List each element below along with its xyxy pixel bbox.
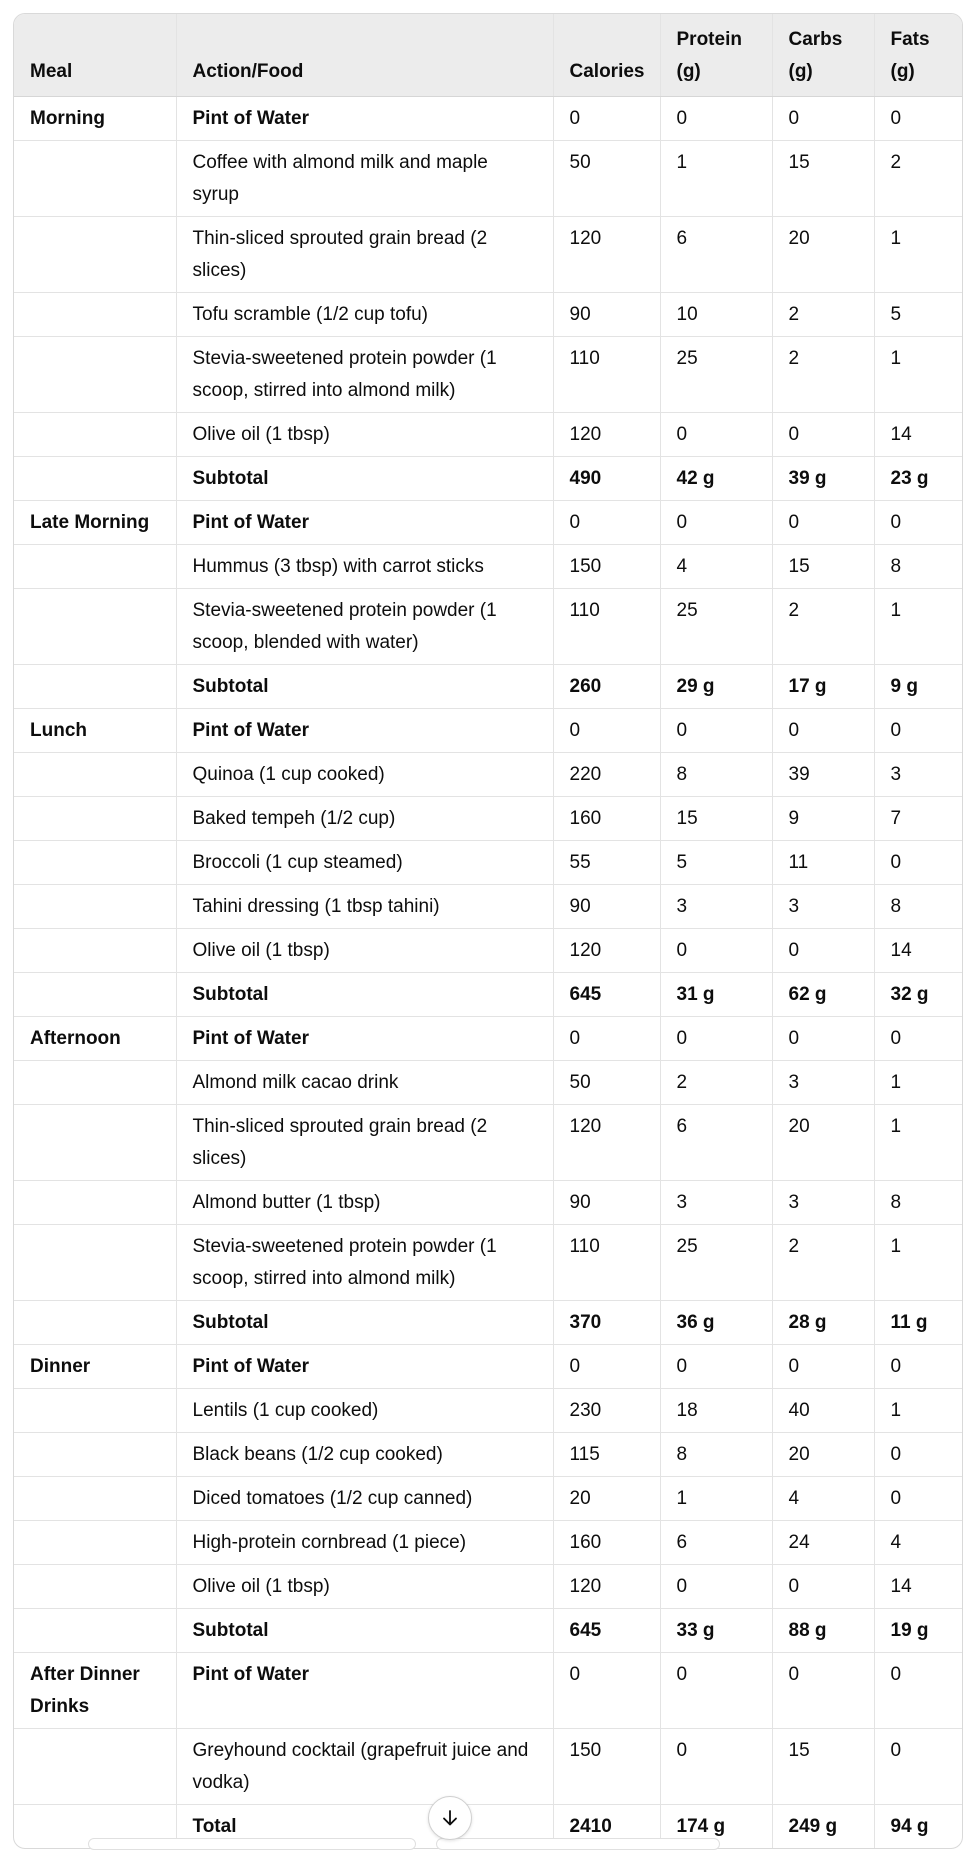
- cell-calories: 0: [553, 1653, 660, 1729]
- cell-fats: 19 g: [874, 1609, 962, 1653]
- cell-food: Subtotal: [176, 665, 553, 709]
- cell-protein: 0: [660, 501, 772, 545]
- cell-meal: [14, 665, 176, 709]
- cell-fats: 14: [874, 929, 962, 973]
- cell-protein: 33 g: [660, 1609, 772, 1653]
- cell-protein: 18: [660, 1389, 772, 1433]
- cell-meal: [14, 141, 176, 217]
- cell-carbs: 0: [772, 1017, 874, 1061]
- cell-carbs: 40: [772, 1389, 874, 1433]
- cell-fats: 0: [874, 1345, 962, 1389]
- cell-meal: [14, 413, 176, 457]
- cell-protein: 5: [660, 841, 772, 885]
- cell-carbs: 0: [772, 1345, 874, 1389]
- cell-fats: 23 g: [874, 457, 962, 501]
- table-row: [14, 1061, 962, 1105]
- cell-carbs: 15: [772, 141, 874, 217]
- cell-calories: 160: [553, 797, 660, 841]
- cell-meal: [14, 457, 176, 501]
- cell-calories: 370: [553, 1301, 660, 1345]
- cell-fats: 0: [874, 501, 962, 545]
- cell-fats: 0: [874, 1017, 962, 1061]
- cell-meal: Dinner: [14, 1345, 176, 1389]
- table-row: [14, 929, 962, 973]
- cell-meal: [14, 1729, 176, 1805]
- cell-protein: 29 g: [660, 665, 772, 709]
- cell-calories: 2410: [553, 1805, 660, 1849]
- table-row: [14, 1653, 962, 1729]
- cell-carbs: 3: [772, 1181, 874, 1225]
- cell-protein: 6: [660, 1105, 772, 1181]
- cell-meal: [14, 841, 176, 885]
- cell-calories: 230: [553, 1389, 660, 1433]
- cell-meal: [14, 1521, 176, 1565]
- subtotal-row: [14, 457, 962, 501]
- cell-carbs: 0: [772, 97, 874, 141]
- cell-meal: [14, 1301, 176, 1345]
- cell-protein: 25: [660, 1225, 772, 1301]
- cell-calories: 0: [553, 1345, 660, 1389]
- table-row: [14, 141, 962, 217]
- cell-carbs: 11: [772, 841, 874, 885]
- cell-calories: 55: [553, 841, 660, 885]
- cell-meal: [14, 1565, 176, 1609]
- cell-protein: 0: [660, 97, 772, 141]
- cell-calories: 50: [553, 1061, 660, 1105]
- cell-carbs: 0: [772, 501, 874, 545]
- cell-meal: [14, 1609, 176, 1653]
- cell-meal: [14, 545, 176, 589]
- cell-food: Broccoli (1 cup steamed): [176, 841, 553, 885]
- cell-calories: 120: [553, 217, 660, 293]
- cell-fats: 1: [874, 1225, 962, 1301]
- cell-calories: 110: [553, 337, 660, 413]
- cell-calories: 120: [553, 929, 660, 973]
- cell-food: Subtotal: [176, 1301, 553, 1345]
- cell-meal: [14, 929, 176, 973]
- cell-food: Greyhound cocktail (grapefruit juice and vodka): [176, 1729, 553, 1805]
- cell-protein: 0: [660, 1729, 772, 1805]
- cell-calories: 0: [553, 97, 660, 141]
- cell-food: Olive oil (1 tbsp): [176, 929, 553, 973]
- cell-fats: 0: [874, 1433, 962, 1477]
- cell-protein: 3: [660, 1181, 772, 1225]
- cell-meal: [14, 1181, 176, 1225]
- cell-fats: 8: [874, 545, 962, 589]
- cell-food: Stevia-sweetened protein powder (1 scoop, stirred into almond milk): [176, 337, 553, 413]
- cell-protein: 4: [660, 545, 772, 589]
- cell-protein: 6: [660, 217, 772, 293]
- cell-fats: 4: [874, 1521, 962, 1565]
- cell-calories: 645: [553, 973, 660, 1017]
- cell-calories: 20: [553, 1477, 660, 1521]
- header-fats: Fats (g): [874, 14, 962, 97]
- table-body: [14, 97, 962, 1849]
- table-row: [14, 337, 962, 413]
- cell-food: Pint of Water: [176, 1345, 553, 1389]
- cell-calories: 220: [553, 753, 660, 797]
- cell-protein: 6: [660, 1521, 772, 1565]
- cell-fats: 7: [874, 797, 962, 841]
- cell-food: Pint of Water: [176, 1653, 553, 1729]
- cell-carbs: 39 g: [772, 457, 874, 501]
- cell-meal: [14, 1105, 176, 1181]
- table-row: [14, 293, 962, 337]
- header-meal: Meal: [14, 14, 176, 97]
- cell-carbs: 9: [772, 797, 874, 841]
- table-row: [14, 1345, 962, 1389]
- cell-calories: 0: [553, 501, 660, 545]
- cell-carbs: 20: [772, 1433, 874, 1477]
- cell-calories: 150: [553, 545, 660, 589]
- cell-fats: 1: [874, 1105, 962, 1181]
- cell-food: Pint of Water: [176, 709, 553, 753]
- cell-fats: 0: [874, 841, 962, 885]
- cell-food: Black beans (1/2 cup cooked): [176, 1433, 553, 1477]
- table-row: [14, 1477, 962, 1521]
- cell-food: Thin-sliced sprouted grain bread (2 slices): [176, 217, 553, 293]
- cell-protein: 0: [660, 1017, 772, 1061]
- cell-protein: 31 g: [660, 973, 772, 1017]
- cell-carbs: 20: [772, 217, 874, 293]
- cell-carbs: 2: [772, 589, 874, 665]
- cell-food: Coffee with almond milk and maple syrup: [176, 141, 553, 217]
- cell-calories: 90: [553, 885, 660, 929]
- cell-food: Stevia-sweetened protein powder (1 scoop, stirred into almond milk): [176, 1225, 553, 1301]
- cell-calories: 115: [553, 1433, 660, 1477]
- cell-meal: [14, 293, 176, 337]
- cell-fats: 1: [874, 337, 962, 413]
- cell-meal: Lunch: [14, 709, 176, 753]
- cell-protein: 0: [660, 413, 772, 457]
- cell-fats: 1: [874, 217, 962, 293]
- table-row: [14, 1017, 962, 1061]
- cell-carbs: 0: [772, 413, 874, 457]
- cell-fats: 5: [874, 293, 962, 337]
- cell-meal: [14, 337, 176, 413]
- cell-meal: [14, 1225, 176, 1301]
- table-row: [14, 545, 962, 589]
- cell-meal: [14, 589, 176, 665]
- arrow-down-icon: [440, 1808, 460, 1828]
- cell-food: Hummus (3 tbsp) with carrot sticks: [176, 545, 553, 589]
- suggestion-chip[interactable]: [436, 1838, 720, 1850]
- table-row: [14, 413, 962, 457]
- cell-protein: 42 g: [660, 457, 772, 501]
- cell-meal: Morning: [14, 97, 176, 141]
- nutrition-table: [14, 14, 962, 1848]
- cell-fats: 0: [874, 1477, 962, 1521]
- scroll-down-button[interactable]: [428, 1796, 472, 1840]
- cell-protein: 2: [660, 1061, 772, 1105]
- nutrition-table-container: [13, 13, 963, 1849]
- cell-meal: [14, 217, 176, 293]
- cell-food: Tofu scramble (1/2 cup tofu): [176, 293, 553, 337]
- table-row: [14, 217, 962, 293]
- cell-carbs: 15: [772, 545, 874, 589]
- cell-calories: 110: [553, 589, 660, 665]
- cell-protein: 1: [660, 141, 772, 217]
- cell-meal: After Dinner Drinks: [14, 1653, 176, 1729]
- cell-carbs: 39: [772, 753, 874, 797]
- cell-protein: 8: [660, 753, 772, 797]
- table-row: [14, 1105, 962, 1181]
- suggestion-chip[interactable]: [88, 1838, 416, 1850]
- header-protein: Protein (g): [660, 14, 772, 97]
- cell-meal: [14, 1389, 176, 1433]
- cell-fats: 94 g: [890, 1816, 929, 1837]
- cell-meal: Afternoon: [14, 1017, 176, 1061]
- cell-calories: 0: [553, 1017, 660, 1061]
- cell-carbs: 2: [772, 337, 874, 413]
- cell-meal: [14, 885, 176, 929]
- cell-protein: 0: [660, 1565, 772, 1609]
- cell-calories: 120: [553, 1105, 660, 1181]
- cell-food: Lentils (1 cup cooked): [176, 1389, 553, 1433]
- cell-carbs: 4: [772, 1477, 874, 1521]
- table-row: [14, 501, 962, 545]
- cell-fats: 1: [874, 1389, 962, 1433]
- cell-carbs: 3: [772, 885, 874, 929]
- subtotal-row: [14, 1609, 962, 1653]
- cell-protein: 15: [660, 797, 772, 841]
- cell-food: Pint of Water: [176, 1017, 553, 1061]
- cell-fats: 14: [874, 1565, 962, 1609]
- cell-protein: 174 g: [660, 1805, 772, 1849]
- cell-fats: 2: [874, 141, 962, 217]
- cell-food: Baked tempeh (1/2 cup): [176, 797, 553, 841]
- cell-calories: 120: [553, 1565, 660, 1609]
- table-row: [14, 709, 962, 753]
- cell-food: High-protein cornbread (1 piece): [176, 1521, 553, 1565]
- cell-fats: 1: [874, 589, 962, 665]
- cell-carbs: 62 g: [772, 973, 874, 1017]
- cell-food: Thin-sliced sprouted grain bread (2 slices): [176, 1105, 553, 1181]
- cell-fats: 1: [874, 1061, 962, 1105]
- table-row: [14, 1389, 962, 1433]
- cell-fats: 14: [874, 413, 962, 457]
- cell-calories: 490: [553, 457, 660, 501]
- table-row: [14, 1433, 962, 1477]
- cell-meal: [14, 1477, 176, 1521]
- table-row: [14, 1521, 962, 1565]
- cell-food: Stevia-sweetened protein powder (1 scoop, blended with water): [176, 589, 553, 665]
- cell-food: Total: [176, 1805, 553, 1849]
- table-row: [14, 1181, 962, 1225]
- table-row: [14, 1729, 962, 1805]
- cell-protein: 0: [660, 1653, 772, 1729]
- cell-protein: 0: [660, 1345, 772, 1389]
- cell-protein: 3: [660, 885, 772, 929]
- cell-calories: 160: [553, 1521, 660, 1565]
- cell-carbs: 88 g: [772, 1609, 874, 1653]
- cell-carbs: 0: [772, 929, 874, 973]
- cell-calories: 110: [553, 1225, 660, 1301]
- cell-calories: 90: [553, 1181, 660, 1225]
- cell-calories: 120: [553, 413, 660, 457]
- cell-fats: 8: [874, 885, 962, 929]
- cell-fats: 11 g: [874, 1301, 962, 1345]
- cell-food: Pint of Water: [176, 97, 553, 141]
- table-row: [14, 589, 962, 665]
- cell-meal: [14, 973, 176, 1017]
- cell-fats: 8: [874, 1181, 962, 1225]
- cell-protein: 10: [660, 293, 772, 337]
- header-food: Action/Food: [176, 14, 553, 97]
- table-row: [14, 797, 962, 841]
- subtotal-row: [14, 973, 962, 1017]
- cell-carbs: 24: [772, 1521, 874, 1565]
- cell-calories: 50: [553, 141, 660, 217]
- cell-food: Almond milk cacao drink: [176, 1061, 553, 1105]
- cell-food: Subtotal: [176, 1609, 553, 1653]
- cell-calories: 260: [553, 665, 660, 709]
- cell-food: Diced tomatoes (1/2 cup canned): [176, 1477, 553, 1521]
- cell-carbs: 20: [772, 1105, 874, 1181]
- cell-carbs: 0: [772, 1565, 874, 1609]
- cell-protein: 25: [660, 589, 772, 665]
- cell-protein: 0: [660, 709, 772, 753]
- table-row: [14, 97, 962, 141]
- cell-food: Subtotal: [176, 457, 553, 501]
- cell-food: Tahini dressing (1 tbsp tahini): [176, 885, 553, 929]
- cell-protein: 8: [660, 1433, 772, 1477]
- table-row: [14, 841, 962, 885]
- table-header-row: [14, 14, 962, 97]
- cell-protein: 36 g: [660, 1301, 772, 1345]
- cell-meal: [14, 797, 176, 841]
- cell-carbs: 249 g: [772, 1805, 874, 1849]
- header-calories: Calories: [553, 14, 660, 97]
- subtotal-row: [14, 1301, 962, 1345]
- cell-meal: Late Morning: [14, 501, 176, 545]
- cell-protein: 25: [660, 337, 772, 413]
- cell-food: Pint of Water: [176, 501, 553, 545]
- cell-fats: 0: [874, 1729, 962, 1805]
- cell-food: Olive oil (1 tbsp): [176, 1565, 553, 1609]
- cell-fats: 32 g: [874, 973, 962, 1017]
- cell-carbs: 28 g: [772, 1301, 874, 1345]
- header-carbs: Carbs (g): [772, 14, 874, 97]
- cell-food: Almond butter (1 tbsp): [176, 1181, 553, 1225]
- cell-calories: 0: [553, 709, 660, 753]
- cell-carbs: 3: [772, 1061, 874, 1105]
- cell-meal: [14, 1061, 176, 1105]
- cell-fats: 3: [874, 753, 962, 797]
- cell-fats: 0: [874, 709, 962, 753]
- cell-carbs: 0: [772, 1653, 874, 1729]
- cell-food: Subtotal: [176, 973, 553, 1017]
- cell-food: Olive oil (1 tbsp): [176, 413, 553, 457]
- cell-fats: 0: [874, 1653, 962, 1729]
- cell-carbs: 2: [772, 1225, 874, 1301]
- cell-fats: 0: [874, 97, 962, 141]
- cell-meal: [14, 753, 176, 797]
- table-row: [14, 1565, 962, 1609]
- table-row: [14, 753, 962, 797]
- cell-carbs: 15: [772, 1729, 874, 1805]
- cell-carbs: 0: [772, 709, 874, 753]
- cell-protein: 1: [660, 1477, 772, 1521]
- cell-fats: 9 g: [874, 665, 962, 709]
- cell-food: Quinoa (1 cup cooked): [176, 753, 553, 797]
- table-row: [14, 1225, 962, 1301]
- cell-carbs: 17 g: [772, 665, 874, 709]
- cell-protein: 0: [660, 929, 772, 973]
- table-row: [14, 885, 962, 929]
- cell-meal: [14, 1433, 176, 1477]
- cell-calories: 645: [553, 1609, 660, 1653]
- cell-calories: 150: [553, 1729, 660, 1805]
- cell-carbs: 2: [772, 293, 874, 337]
- cell-calories: 90: [553, 293, 660, 337]
- subtotal-row: [14, 665, 962, 709]
